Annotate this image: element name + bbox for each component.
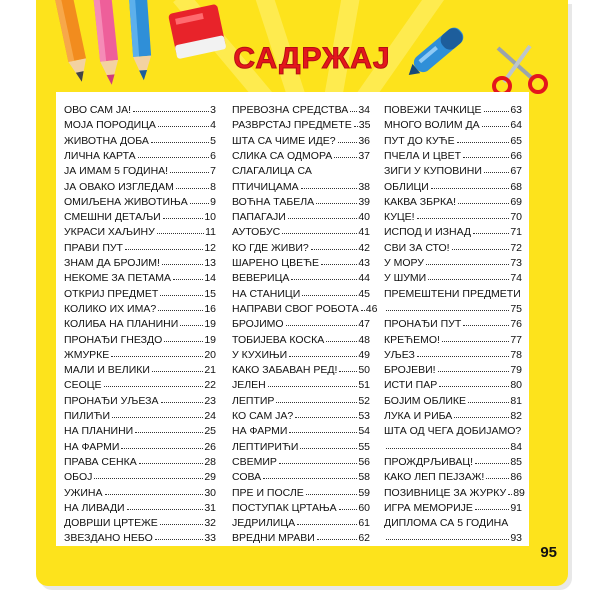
- entry-page-number: 73: [510, 257, 522, 269]
- entry-title: КОЛИКО ИХ ИМА?: [64, 302, 157, 315]
- entry-page-number: 39: [358, 195, 370, 208]
- dot-leader: [454, 417, 509, 418]
- dot-leader: [161, 402, 204, 403]
- dot-leader: [486, 478, 509, 479]
- dot-leader: [295, 417, 357, 418]
- entry-page-number: 78: [510, 348, 522, 361]
- entry-page-number: 51: [358, 379, 370, 392]
- entry-page-number: 91: [510, 501, 522, 514]
- entry-title: ПРЕВОЗНА СРЕДСТВА: [232, 104, 349, 116]
- entry-title: ЛЕПТИР: [232, 394, 275, 407]
- entry-title: ШТА СА ЧИМЕ ИДЕ?: [232, 134, 336, 147]
- entry-title: ПРОЖДРЉИВАЦ!: [384, 455, 474, 468]
- dot-leader: [268, 386, 358, 387]
- dot-leader: [431, 188, 510, 189]
- entry-title: ПУТ ДО КУЋЕ: [384, 134, 455, 147]
- dot-leader: [311, 249, 358, 250]
- dot-leader: [354, 126, 358, 127]
- dot-leader: [279, 463, 357, 464]
- dot-leader: [286, 325, 358, 326]
- dot-leader: [127, 509, 204, 510]
- entry-page-number: 55: [358, 440, 370, 453]
- dot-leader: [386, 310, 509, 311]
- dot-leader: [458, 203, 509, 204]
- entry-page-number: 45: [358, 287, 370, 300]
- dot-leader: [428, 279, 509, 280]
- entry-title: ПОВЕЖИ ТАЧКИЦЕ: [384, 104, 482, 116]
- dot-leader: [338, 142, 358, 143]
- entry-page-number: 42: [358, 241, 370, 254]
- entry-page-number: 81: [510, 394, 522, 407]
- entry-page-number: 53: [358, 410, 370, 422]
- dot-leader: [439, 386, 509, 387]
- entry-page-number: 38: [358, 180, 370, 193]
- entry-page-number: 47: [358, 318, 370, 331]
- dot-leader: [276, 402, 357, 403]
- entry-page-number: 74: [510, 272, 522, 285]
- dot-leader: [350, 111, 357, 112]
- entry-title: ЈА ИМАМ 5 ГОДИНА!: [64, 165, 169, 178]
- entry-page-number: 68: [510, 180, 522, 193]
- entry-page-number: 20: [204, 348, 216, 361]
- dot-leader: [463, 325, 509, 326]
- entry-title: МОЈА ПОРОДИЦА: [64, 119, 156, 132]
- entry-page-number: 71: [510, 226, 522, 239]
- entry-title: ДИПЛОМА СА 5 ГОДИНА: [384, 517, 509, 530]
- dot-leader: [317, 539, 358, 540]
- dot-leader: [133, 111, 209, 112]
- entry-title: ИГРА МЕМОРИЈЕ: [384, 501, 473, 514]
- entry-title: СВИ ЗА СТО!: [384, 241, 450, 254]
- entry-page-number: 3: [210, 104, 216, 116]
- entry-page-number: 12: [204, 241, 216, 254]
- dot-leader: [473, 233, 509, 234]
- entry-page-number: 31: [204, 501, 216, 514]
- entry-title: ШАРЕНО ЦВЕЋЕ: [232, 257, 320, 269]
- entry-title: МНОГО ВОЛИМ ДА: [384, 119, 480, 132]
- dot-leader: [475, 509, 509, 510]
- dot-leader: [121, 448, 203, 449]
- entry-page-number: 40: [358, 211, 370, 224]
- dot-leader: [158, 126, 209, 127]
- entry-page-number: 61: [358, 517, 370, 530]
- entry-title: ЛИЧНА КАРТА: [64, 149, 136, 162]
- dot-leader: [135, 432, 203, 433]
- entry-title: ПЧЕЛА И ЦВЕТ: [384, 149, 462, 162]
- dot-leader: [151, 142, 209, 143]
- entry-page-number: 10: [204, 211, 216, 224]
- entry-title: ОБОЈ: [64, 471, 93, 484]
- entry-page-number: 19: [204, 318, 216, 331]
- dot-leader: [164, 341, 203, 342]
- dot-leader: [417, 356, 509, 357]
- entry-title: БРОЈИМО: [232, 318, 284, 331]
- dot-leader: [94, 478, 203, 479]
- entry-title: ПРЕ И ПОСЛЕ: [232, 486, 304, 499]
- dot-leader: [339, 509, 358, 510]
- entry-page-number: 84: [510, 440, 522, 453]
- entry-title: ЛЕПТИРИЋИ: [232, 440, 299, 453]
- entry-title: ЗВЕЗДАНО НЕБО: [64, 532, 153, 545]
- entry-page-number: 59: [358, 486, 370, 499]
- page-number: 95: [540, 544, 557, 561]
- dot-leader: [180, 325, 203, 326]
- page-title: САДРЖАЈ: [233, 42, 391, 75]
- entry-page-number: 15: [204, 287, 216, 300]
- entry-page-number: 60: [358, 501, 370, 514]
- dot-leader: [361, 310, 365, 311]
- entry-page-number: 86: [510, 471, 522, 484]
- entry-page-number: 25: [204, 425, 216, 438]
- entry-page-number: 54: [358, 425, 370, 438]
- eraser-illustration: [165, 0, 235, 70]
- entry-title: УЖИНА: [64, 486, 103, 499]
- entry-title: ОМИЉЕНА ЖИВОТИЊА: [64, 195, 188, 208]
- entry-page-number: 21: [204, 364, 216, 377]
- entry-title: ДОВРШИ ЦРТЕЖЕ: [64, 517, 158, 530]
- dot-leader: [339, 371, 357, 372]
- entry-title: СЛАГАЛИЦА СА: [232, 165, 312, 178]
- dot-leader: [158, 310, 203, 311]
- dot-leader: [306, 494, 358, 495]
- dot-leader: [463, 157, 509, 158]
- entry-title: НЕКОМЕ ЗА ПЕТАМА: [64, 272, 172, 285]
- entry-title: ПРОНАЂИ ГНЕЗДО: [64, 333, 163, 346]
- entry-title: НАПРАВИ СВОГ РОБОТА: [232, 302, 359, 315]
- entry-title: ВОЋНА ТАБЕЛА: [232, 195, 315, 208]
- entry-title: КУЦЕ!: [384, 211, 415, 224]
- entry-page-number: 5: [210, 134, 216, 147]
- dot-leader: [173, 279, 203, 280]
- dot-leader: [125, 249, 203, 250]
- entry-page-number: 79: [510, 364, 522, 377]
- entry-page-number: 46: [365, 302, 378, 315]
- entry-page-number: 6: [210, 149, 216, 162]
- entry-title: У КУХИЊИ: [232, 348, 288, 361]
- entry-title: ПОСТУПАК ЦРТАЊА: [232, 501, 337, 514]
- entry-page-number: 50: [358, 364, 370, 377]
- dot-leader: [386, 448, 509, 449]
- scissors-illustration: [490, 40, 550, 100]
- dot-leader: [417, 218, 510, 219]
- entry-page-number: 37: [358, 149, 370, 162]
- entry-title: ОВО САМ ЈА!: [64, 104, 132, 116]
- entry-page-number: 85: [510, 455, 522, 468]
- entry-page-number: 80: [510, 379, 522, 392]
- entry-page-number: 49: [358, 348, 370, 361]
- entry-title: БОЈИМ ОБЛИКЕ: [384, 394, 467, 407]
- entry-title: ПРЕМЕШТЕНИ ПРЕДМЕТИ: [384, 287, 521, 300]
- dot-leader: [316, 203, 357, 204]
- dot-leader: [263, 478, 357, 479]
- entry-title: У ШУМИ: [384, 272, 427, 285]
- entry-page-number: 67: [510, 165, 522, 178]
- entry-page-number: 36: [358, 134, 370, 147]
- dot-leader: [170, 172, 209, 173]
- entry-page-number: 56: [358, 455, 370, 468]
- entry-title: АУТОБУС: [232, 226, 281, 239]
- dot-leader: [112, 417, 203, 418]
- entry-page-number: 22: [204, 379, 216, 392]
- entry-page-number: 26: [204, 440, 216, 453]
- entry-title: ПТИЧИЦАМА: [232, 180, 299, 193]
- entry-page-number: 48: [358, 333, 370, 346]
- entry-page-number: 64: [510, 119, 522, 132]
- entry-page-number: 76: [510, 318, 522, 331]
- entry-title: КО САМ ЈА?: [232, 410, 294, 422]
- entry-title: ПАПАГАЈИ: [232, 211, 286, 224]
- dot-leader: [152, 371, 203, 372]
- entry-page-number: 75: [510, 302, 522, 315]
- entry-page-number: 44: [358, 272, 370, 285]
- dot-leader: [160, 295, 203, 296]
- dot-leader: [475, 463, 509, 464]
- entry-page-number: 8: [210, 180, 216, 193]
- dot-leader: [468, 402, 509, 403]
- dot-leader: [139, 463, 204, 464]
- entry-page-number: 58: [358, 471, 370, 484]
- entry-title: ПОЗИВНИЦЕ ЗА ЖУРКУ: [384, 486, 507, 499]
- entry-title: МАЛИ И ВЕЛИКИ: [64, 364, 150, 377]
- entry-page-number: 13: [204, 257, 216, 269]
- dot-leader: [442, 341, 509, 342]
- entry-title: ЈЕЛЕН: [232, 379, 266, 392]
- entry-page-number: 7: [210, 165, 216, 178]
- dot-leader: [105, 494, 204, 495]
- dot-leader: [386, 539, 509, 540]
- entry-title: УКРАСИ ХАЉИНУ: [64, 226, 155, 239]
- entry-page-number: 14: [204, 272, 216, 285]
- entry-page-number: 34: [358, 104, 370, 116]
- marker-illustration: [395, 10, 485, 90]
- dot-leader: [289, 356, 357, 357]
- dot-leader: [484, 172, 509, 173]
- entry-title: СЛИКА СА ОДМОРА: [232, 149, 333, 162]
- entry-page-number: 16: [204, 302, 216, 315]
- contents-panel: [56, 92, 529, 546]
- entry-title: ВРЕДНИ МРАВИ: [232, 532, 315, 545]
- dot-leader: [282, 233, 357, 234]
- dot-leader: [457, 142, 510, 143]
- dot-leader: [160, 524, 204, 525]
- entry-title: ЗИГИ У КУПОВИНИ: [384, 165, 482, 178]
- entry-title: ВЕВЕРИЦА: [232, 272, 290, 285]
- entry-page-number: 52: [358, 394, 370, 407]
- dot-leader: [176, 188, 209, 189]
- dot-leader: [301, 188, 358, 189]
- entry-page-number: 63: [510, 104, 522, 116]
- entry-title: ПРАВА СЕНКА: [64, 455, 137, 468]
- entry-page-number: 19: [204, 333, 216, 346]
- dot-leader: [482, 126, 510, 127]
- dot-leader: [326, 341, 357, 342]
- dot-leader: [426, 264, 509, 265]
- entry-page-number: 30: [204, 486, 216, 499]
- entry-page-number: 24: [204, 410, 216, 422]
- entry-title: ЗНАМ ДА БРОЈИМ!: [64, 257, 160, 269]
- dot-leader: [289, 432, 357, 433]
- entry-page-number: 41: [358, 226, 370, 239]
- entry-page-number: 29: [204, 471, 216, 484]
- entry-title: ЛУКА И РИБА: [384, 410, 453, 422]
- dot-leader: [334, 157, 357, 158]
- entry-page-number: 77: [510, 333, 522, 346]
- dot-leader: [302, 295, 357, 296]
- entry-title: НА ПЛАНИНИ: [64, 425, 134, 438]
- entry-title: НА ЛИВАДИ: [64, 501, 125, 514]
- dot-leader: [291, 279, 357, 280]
- entry-title: СЕОЦЕ: [64, 379, 102, 392]
- entry-title: СВЕМИР: [232, 455, 277, 468]
- entry-page-number: 65: [510, 134, 522, 147]
- entry-page-number: 93: [510, 532, 522, 545]
- contents-entry: [384, 526, 522, 544]
- entry-title: РАЗВРСТАЈ ПРЕДМЕТЕ: [232, 119, 352, 132]
- entry-page-number: 35: [358, 119, 371, 132]
- entry-title: У МОРУ: [384, 257, 424, 269]
- dot-leader: [104, 386, 204, 387]
- dot-leader: [484, 111, 510, 112]
- entry-title: КОЛИБА НА ПЛАНИНИ: [64, 318, 179, 331]
- dot-leader: [190, 203, 209, 204]
- entry-title: ОБЛИЦИ: [384, 180, 429, 193]
- entry-title: ОТКРИЈ ПРЕДМЕТ: [64, 287, 159, 300]
- entry-page-number: 82: [510, 410, 522, 422]
- entry-page-number: 89: [513, 486, 525, 499]
- dot-leader: [155, 539, 204, 540]
- entry-title: ИСПОД И ИЗНАД: [384, 226, 472, 239]
- dot-leader: [508, 494, 512, 495]
- entry-page-number: 72: [510, 241, 522, 254]
- entry-title: КАКО ЛЕП ПЕЈЗАЖ!: [384, 471, 485, 484]
- entry-page-number: 4: [210, 119, 216, 132]
- dot-leader: [300, 448, 357, 449]
- entry-title: КАКО ЗАБАВАН РЕД!: [232, 364, 338, 377]
- entry-page-number: 66: [510, 149, 522, 162]
- dot-leader: [111, 356, 203, 357]
- dot-leader: [138, 157, 209, 158]
- entry-title: НА ФАРМИ: [64, 440, 120, 453]
- entry-page-number: 23: [204, 394, 216, 407]
- dot-leader: [452, 249, 510, 250]
- entry-page-number: 43: [358, 257, 370, 269]
- dot-leader: [288, 218, 358, 219]
- entry-title: БРОЈЕВИ!: [384, 364, 436, 377]
- entry-title: ШТА ОД ЧЕГА ДОБИЈАМО?: [384, 425, 522, 438]
- contents-entry: [64, 526, 216, 544]
- dot-leader: [157, 233, 204, 234]
- entry-title: УЉЕЗ: [384, 348, 415, 361]
- entry-title: ПИЛИЋИ: [64, 410, 111, 422]
- dot-leader: [321, 264, 357, 265]
- dot-leader: [163, 218, 204, 219]
- dot-leader: [297, 524, 357, 525]
- entry-title: ПРАВИ ПУТ: [64, 241, 123, 254]
- entry-title: ТОБИЈЕВА КОСКА: [232, 333, 325, 346]
- dot-leader: [162, 264, 203, 265]
- entry-title: СОВА: [232, 471, 262, 484]
- entry-page-number: 62: [358, 532, 370, 545]
- entry-page-number: 28: [204, 455, 216, 468]
- entry-page-number: 33: [204, 532, 216, 545]
- entry-title: ЖМУРКЕ: [64, 348, 110, 361]
- entry-title: ЖИВОТНА ДОБА: [64, 134, 149, 147]
- entry-page-number: 11: [205, 226, 216, 239]
- entry-title: ИСТИ ПАР: [384, 379, 438, 392]
- entry-title: ПРОНАЂИ ПУТ: [384, 318, 462, 331]
- contents-entry: [232, 526, 370, 544]
- entry-title: ПРОНАЂИ УЉЕЗА: [64, 394, 159, 407]
- entry-title: КРЕЋЕМО!: [384, 333, 440, 346]
- entry-title: КАКВА ЗБРКА!: [384, 195, 457, 208]
- entry-page-number: 9: [210, 195, 216, 208]
- entry-title: ЈЕДРИЛИЦА: [232, 517, 296, 530]
- entry-title: НА ФАРМИ: [232, 425, 288, 438]
- entry-title: ЈА ОВАКО ИЗГЛЕДАМ: [64, 180, 174, 193]
- entry-title: СМЕШНИ ДЕТАЉИ: [64, 211, 161, 224]
- entry-page-number: 69: [510, 195, 522, 208]
- dot-leader: [438, 371, 510, 372]
- entry-title: НА СТАНИЦИ: [232, 287, 301, 300]
- entry-page-number: 32: [204, 517, 216, 530]
- entry-page-number: 70: [510, 211, 522, 224]
- entry-title: КО ГДЕ ЖИВИ?: [232, 241, 309, 254]
